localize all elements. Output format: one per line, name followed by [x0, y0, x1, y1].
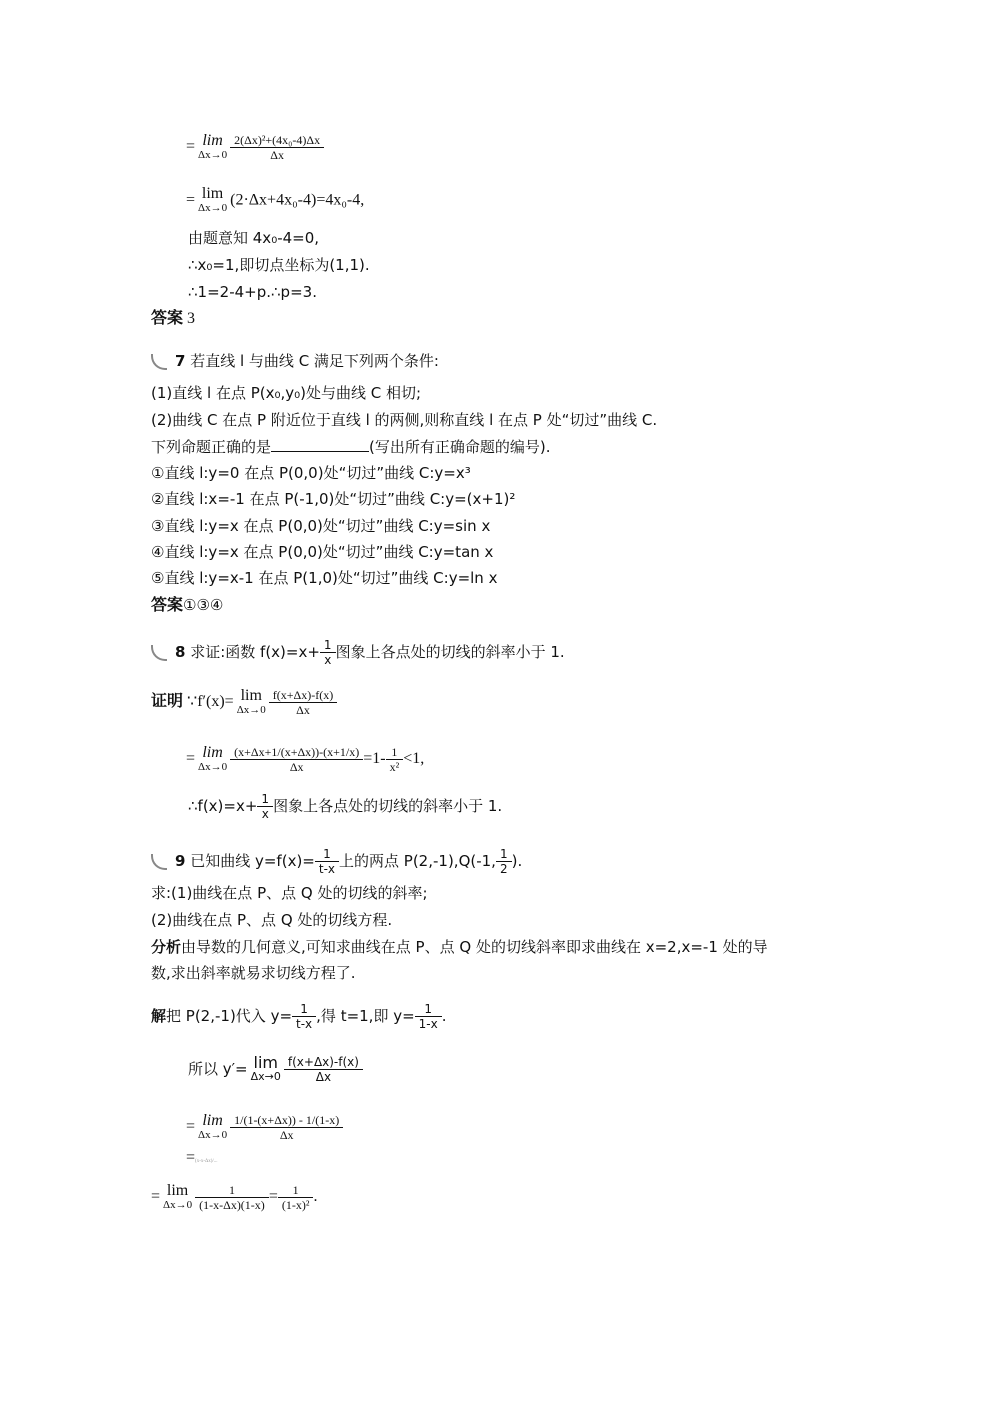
- lim-sub: Δx→0: [250, 1069, 281, 1083]
- solution6-step2: [186, 187, 364, 215]
- answer6: [151, 308, 195, 329]
- expression: 把 P(2,-1)代入 y=: [166, 1007, 293, 1025]
- denominator: t-x: [292, 1016, 316, 1031]
- equals: =: [186, 1118, 196, 1136]
- denominator: (1-x-Δx)(1-x): [195, 1197, 269, 1212]
- answer-blank: [271, 437, 369, 452]
- numerator: 1: [323, 847, 331, 861]
- answer7: [151, 595, 223, 616]
- expression: (2·Δx+4x₀-4)=4x₀-4,: [230, 191, 365, 209]
- lim-word: lim: [166, 1181, 189, 1199]
- solution9-step4: [186, 1148, 218, 1172]
- limit: [198, 1111, 228, 1142]
- solution9-step3: [186, 1113, 343, 1142]
- numerator: 1: [300, 1002, 308, 1016]
- solution9-step2: [188, 1052, 363, 1084]
- fraction: [294, 1002, 314, 1031]
- analysis-line2: 数,求出斜率就易求切线方程了.: [151, 964, 356, 982]
- equals: =: [268, 1188, 278, 1206]
- fraction: [286, 1055, 361, 1084]
- numerator: 1: [391, 745, 398, 759]
- analysis-text: 由导数的几何意义,可知求曲线在点 P、点 Q 处的切线斜率即求曲线在 x=2,x=-1 处的导: [181, 938, 768, 956]
- question8-stem: [151, 638, 565, 667]
- numerator: 1/(1-(x+Δx)) - 1/(1-x): [234, 1113, 340, 1127]
- question9-part2: (2)曲线在点 P、点 Q 处的切线方程.: [151, 911, 393, 929]
- lim-sub: Δx→0: [236, 703, 266, 716]
- option-1: ①直线 l:y=0 在点 P(0,0)处“切过”曲线 C:y=x³: [151, 464, 471, 482]
- expression-end: .: [441, 1007, 447, 1025]
- question-text: 若直线 l 与曲线 C 满足下列两个条件:: [190, 352, 439, 370]
- denominator: Δx: [269, 702, 337, 717]
- numerator: 1: [292, 1183, 299, 1197]
- fraction: [317, 847, 337, 876]
- option-5: ⑤直线 l:y=x-1 在点 P(1,0)处“切过”曲线 C:y=ln x: [151, 569, 498, 587]
- question-number: 7: [175, 352, 186, 370]
- fraction: [271, 688, 335, 717]
- lim-sub: Δx→0: [198, 202, 228, 214]
- fraction: [322, 638, 334, 667]
- solution6-step5: ∴1=2-4+p.∴p=3.: [188, 283, 317, 301]
- expression: ∵f′(x)=: [187, 693, 234, 711]
- question-marker-icon: [151, 854, 167, 870]
- fraction: [388, 745, 402, 774]
- equals: =: [151, 1188, 161, 1206]
- denominator: x: [320, 652, 336, 667]
- limit: [198, 131, 228, 162]
- expression: ,得 t=1,即 y=: [316, 1007, 415, 1025]
- expression: ∴f(x)=x+: [188, 797, 258, 815]
- solution6-step1: [186, 133, 324, 162]
- question-text-mid: 上的两点 P(2,-1),Q(-1,: [339, 852, 496, 870]
- denominator: Δx: [230, 759, 363, 774]
- proof-step3: [188, 792, 502, 821]
- limit: [198, 743, 228, 774]
- fraction: [232, 133, 322, 162]
- limit: [163, 1181, 193, 1212]
- answer-value: ①③④: [183, 596, 224, 614]
- lim-sub: Δx→0: [198, 1128, 228, 1141]
- numerator: 1: [499, 847, 508, 861]
- question-marker-icon: [151, 354, 167, 370]
- question7-stem: [151, 351, 439, 371]
- fraction: [232, 745, 361, 774]
- answer-value: 3: [187, 310, 196, 327]
- solution9-step1: [151, 1002, 447, 1031]
- option-2: ②直线 l:x=-1 在点 P(-1,0)处“切过”曲线 C:y=(x+1)²: [151, 490, 516, 508]
- denominator: 1-x: [415, 1016, 442, 1031]
- lim-word: lim: [253, 1052, 278, 1072]
- denominator: x: [257, 806, 273, 821]
- question7-prompt: [151, 437, 551, 457]
- conclusion-text: 图象上各点处的切线的斜率小于 1.: [273, 797, 503, 815]
- solution-label: 解: [151, 1007, 167, 1025]
- prompt-text: 下列命题正确的是: [151, 438, 272, 456]
- equals: =: [186, 750, 196, 768]
- equals: =: [186, 138, 196, 156]
- equals: =: [186, 191, 196, 209]
- denominator: Δx: [230, 147, 324, 162]
- numerator: (x+Δx+1/(x+Δx))-(x+1/x): [234, 745, 360, 759]
- lim-word: lim: [202, 743, 223, 761]
- numerator: 1: [261, 792, 270, 806]
- numerator: 1: [424, 1002, 433, 1016]
- question-text: 求证:函数 f(x)=x+: [190, 643, 320, 661]
- lim-word: lim: [240, 686, 262, 704]
- limit: [236, 686, 266, 717]
- analysis-line1: [151, 937, 768, 957]
- expression-end: .: [313, 1188, 318, 1206]
- question-number: 8: [175, 643, 186, 661]
- denominator: t-x: [315, 861, 339, 876]
- fraction: [259, 792, 271, 821]
- question9-stem: [151, 847, 522, 876]
- denominator: Δx: [230, 1127, 343, 1142]
- lim-sub: Δx→0: [198, 760, 228, 773]
- solution6-step4: ∴x₀=1,即切点坐标为(1,1).: [188, 256, 370, 274]
- fraction: [197, 1183, 267, 1212]
- condition-1: (1)直线 l 在点 P(x₀,y₀)处与曲线 C 相切;: [151, 384, 422, 402]
- expression-end: <1,: [403, 750, 425, 768]
- denominator: x²: [386, 759, 404, 774]
- question-text-end: ).: [511, 852, 523, 870]
- lim-word: lim: [202, 131, 223, 149]
- numerator: f(x+Δx)-f(x): [272, 688, 334, 702]
- lim-word: lim: [202, 1111, 223, 1129]
- question-text: 已知曲线 y=f(x)=: [190, 852, 315, 870]
- prompt-text-end: (写出所有正确命题的编号).: [369, 438, 551, 456]
- tiny-expression: (x-x-Δx)/...: [195, 1159, 218, 1164]
- expression: =1-: [363, 750, 386, 768]
- question9-part1: 求:(1)曲线在点 P、点 Q 处的切线的斜率;: [151, 884, 428, 902]
- answer-label: 答案: [151, 308, 184, 327]
- fraction: [232, 1113, 341, 1142]
- lim-word: lim: [201, 185, 224, 202]
- proof-step1: [151, 688, 337, 717]
- proof-step2: [186, 745, 424, 774]
- numerator: 1: [228, 1183, 235, 1197]
- solution9-step5: [151, 1183, 317, 1212]
- fraction: [498, 847, 510, 876]
- option-3: ③直线 l:y=x 在点 P(0,0)处“切过”曲线 C:y=sin x: [151, 517, 491, 535]
- limit: [250, 1052, 281, 1084]
- condition-2: (2)曲线 C 在点 P 附近位于直线 l 的两侧,则称直线 l 在点 P 处“切过”曲线 C.: [151, 411, 658, 429]
- denominator: (1-x)²: [278, 1197, 314, 1212]
- analysis-label: 分析: [151, 938, 182, 956]
- numerator: f(x+Δx)-f(x): [287, 1055, 359, 1069]
- question-text-end: 图象上各点处的切线的斜率小于 1.: [335, 643, 565, 661]
- denominator: Δx: [284, 1069, 363, 1084]
- limit: [198, 187, 227, 215]
- numerator: 1: [323, 638, 332, 652]
- question-number: 9: [175, 852, 186, 870]
- fraction: [280, 1183, 312, 1212]
- lim-sub: Δx→0: [163, 1198, 193, 1211]
- answer-label: 答案: [151, 595, 184, 614]
- question-marker-icon: [151, 645, 167, 661]
- option-4: ④直线 l:y=x 在点 P(0,0)处“切过”曲线 C:y=tan x: [151, 543, 494, 561]
- lim-sub: Δx→0: [198, 148, 228, 161]
- denominator: 2: [496, 861, 512, 876]
- expression: 所以 y′=: [188, 1060, 248, 1078]
- equals: =: [186, 1149, 196, 1166]
- fraction: [417, 1002, 440, 1031]
- proof-label: 证明: [151, 691, 184, 711]
- solution6-step3: 由题意知 4x₀-4=0,: [188, 229, 320, 247]
- numerator: 2(Δx)²+(4x₀-4)Δx: [234, 133, 321, 147]
